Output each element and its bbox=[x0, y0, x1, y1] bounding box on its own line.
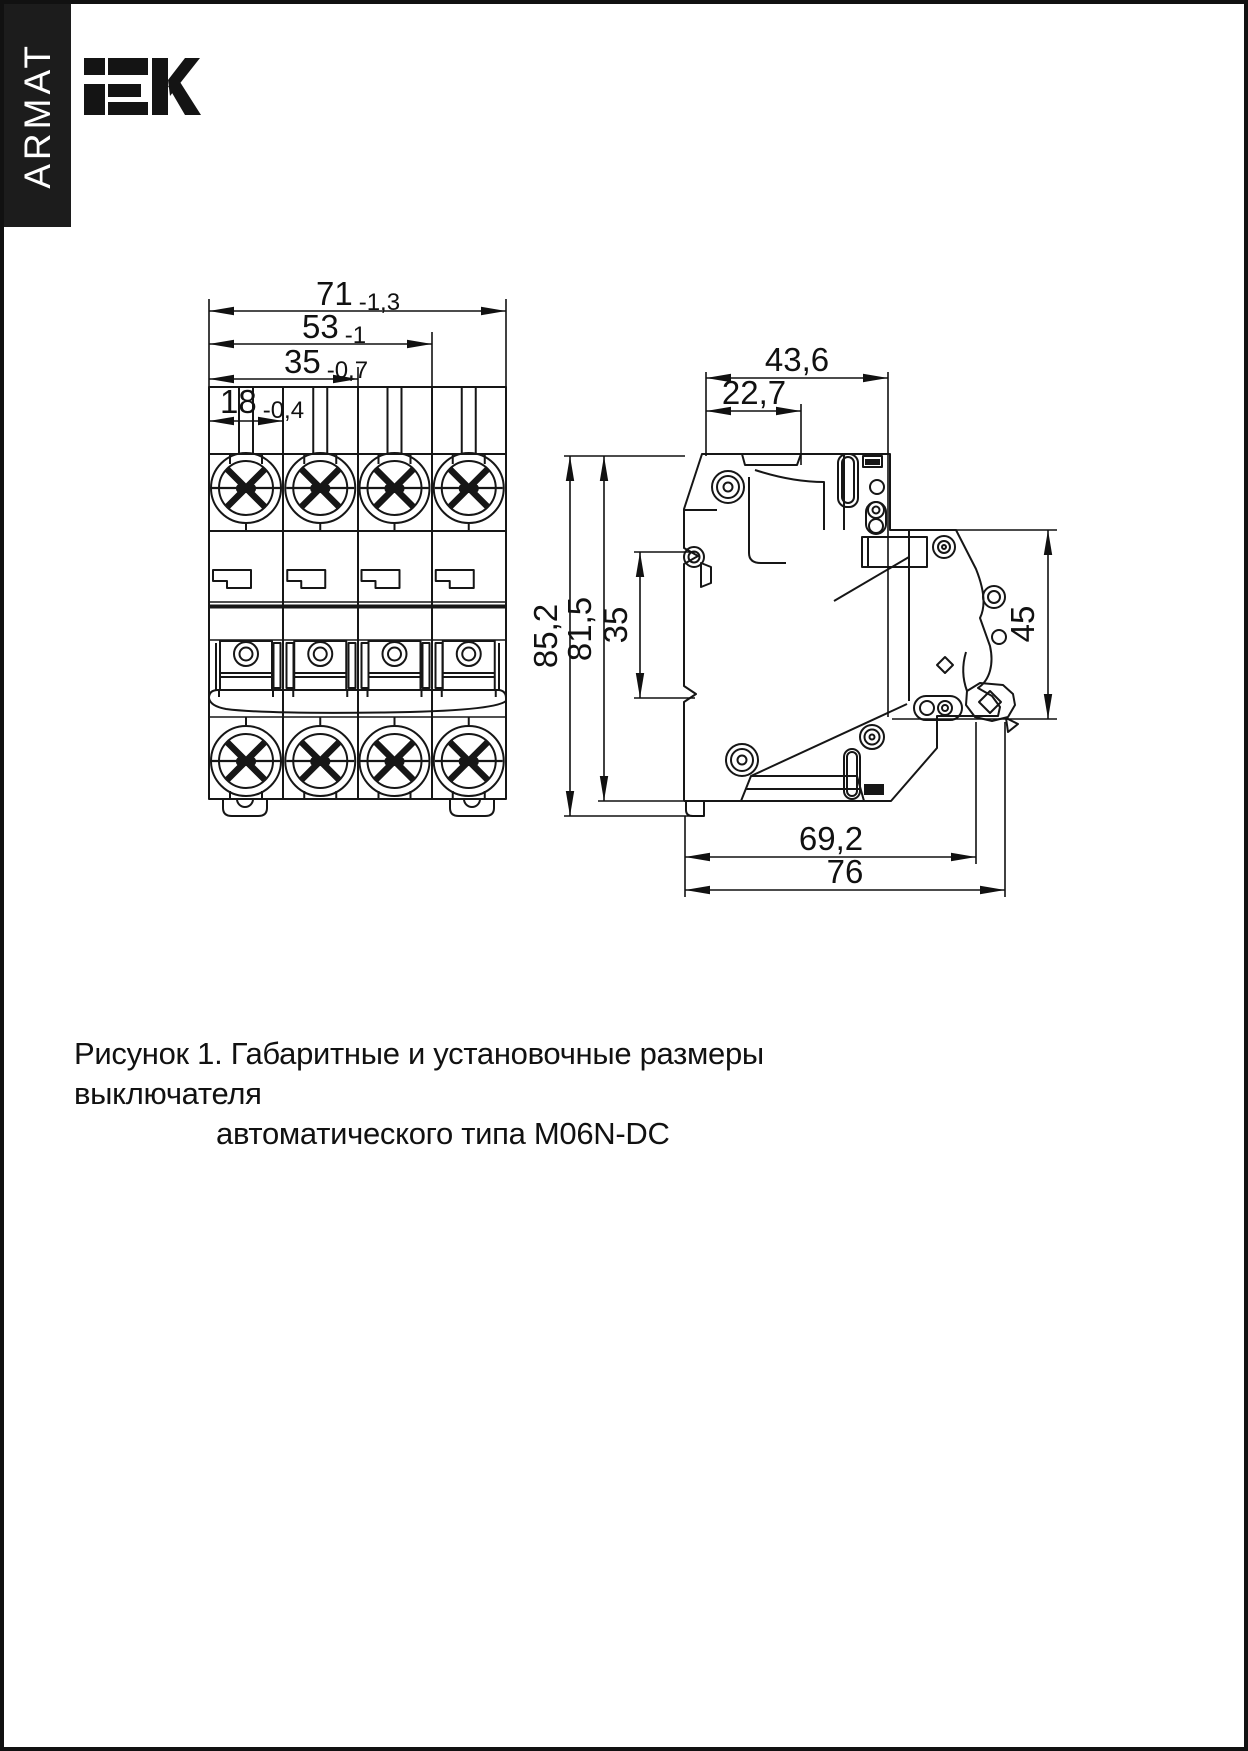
front-view-drawing bbox=[209, 387, 506, 816]
front-view-dimension-labels bbox=[220, 275, 400, 424]
dim-label-53: 53 -1 bbox=[302, 308, 367, 349]
dim-label-71: 71 -1,3 bbox=[316, 275, 401, 316]
side-view-dimension-lines bbox=[564, 372, 1057, 897]
dim-label-45: 45 bbox=[1004, 605, 1041, 643]
dim-label-69-2: 69,2 bbox=[798, 820, 864, 857]
figure-caption bbox=[74, 1034, 874, 1154]
dim-label-18: 18 -0,4 bbox=[220, 383, 305, 424]
figure-caption-line1: Рисунок 1. Габаритные и установочные размеры выключателя bbox=[74, 1036, 764, 1111]
dim-label-81-5: 81,5 bbox=[561, 596, 598, 662]
dim-label-43-6: 43,6 bbox=[764, 341, 830, 378]
technical-drawing bbox=[4, 4, 1248, 1751]
side-view-drawing bbox=[684, 454, 1018, 816]
figure-caption-line2: автоматического типа M06N-DC bbox=[216, 1116, 670, 1151]
dim-label-85-2: 85,2 bbox=[527, 603, 564, 669]
brand-banner-text: ARMAT bbox=[16, 42, 58, 189]
dim-label-76: 76 bbox=[826, 853, 864, 890]
dim-label-22-7: 22,7 bbox=[721, 374, 787, 411]
side-view-dimension-labels bbox=[527, 341, 1041, 890]
dim-label-35-side: 35 bbox=[597, 606, 634, 644]
dim-label-35: 35 -0,7 bbox=[284, 343, 369, 384]
